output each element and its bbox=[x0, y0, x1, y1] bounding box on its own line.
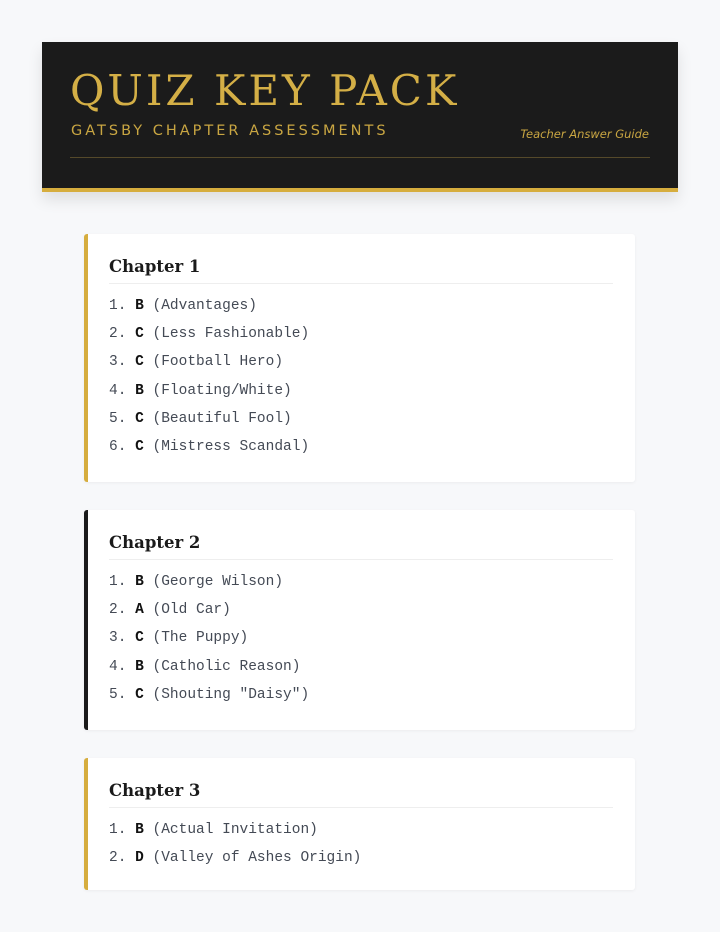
answer-text: (Floating/White) bbox=[152, 382, 292, 399]
chapter-title: Chapter 2 bbox=[109, 532, 613, 560]
answer-number: 1. bbox=[109, 574, 127, 590]
header-divider bbox=[70, 157, 650, 158]
answer-text: (Mistress Scandal) bbox=[152, 438, 310, 455]
answer-item bbox=[109, 572, 613, 600]
chapter-card-2 bbox=[84, 510, 635, 730]
answer-item bbox=[109, 409, 613, 437]
answer-number: 1. bbox=[109, 822, 127, 838]
chapter-title: Chapter 1 bbox=[109, 256, 613, 284]
answer-item bbox=[109, 324, 613, 352]
answer-text: (Catholic Reason) bbox=[152, 658, 301, 675]
answer-number: 5. bbox=[109, 410, 127, 427]
answer-letter: C bbox=[135, 326, 144, 343]
chapter-card-3 bbox=[84, 758, 635, 890]
answer-letter: D bbox=[135, 850, 144, 867]
header-banner bbox=[42, 42, 678, 192]
answer-text: (Valley of Ashes Origin) bbox=[152, 850, 362, 867]
chapter-card-1 bbox=[84, 234, 635, 482]
answer-text: (Advantages) bbox=[152, 298, 257, 314]
answer-list bbox=[109, 820, 613, 876]
answer-text: (Shouting "Daisy") bbox=[152, 686, 310, 703]
answer-text: (Beautiful Fool) bbox=[152, 410, 292, 427]
answer-letter: B bbox=[135, 382, 144, 399]
answer-letter: B bbox=[135, 574, 144, 590]
answer-text: (George Wilson) bbox=[152, 574, 284, 590]
answer-list bbox=[109, 572, 613, 713]
answer-number: 1. bbox=[109, 298, 127, 314]
answer-text: (Less Fashionable) bbox=[152, 326, 310, 343]
answer-list bbox=[109, 296, 613, 465]
answer-number: 3. bbox=[109, 630, 127, 647]
answer-number: 6. bbox=[109, 438, 127, 455]
answer-item bbox=[109, 352, 613, 380]
page-title: QUIZ KEY PACK bbox=[70, 66, 460, 115]
answer-text: (The Puppy) bbox=[152, 630, 249, 647]
answer-number: 5. bbox=[109, 686, 127, 703]
answer-item bbox=[109, 600, 613, 628]
answer-text: (Actual Invitation) bbox=[152, 822, 318, 838]
answer-item bbox=[109, 848, 613, 876]
answer-text: (Football Hero) bbox=[152, 354, 284, 371]
answer-item bbox=[109, 437, 613, 465]
answer-item bbox=[109, 628, 613, 656]
page-subtitle: GATSBY CHAPTER ASSESSMENTS bbox=[71, 123, 389, 139]
answer-number: 4. bbox=[109, 658, 127, 675]
answer-letter: C bbox=[135, 438, 144, 455]
answer-item bbox=[109, 685, 613, 713]
answer-number: 3. bbox=[109, 354, 127, 371]
answer-number: 2. bbox=[109, 850, 127, 867]
answer-number: 2. bbox=[109, 326, 127, 343]
answer-item bbox=[109, 820, 613, 848]
answer-letter: A bbox=[135, 602, 144, 619]
header-note: Teacher Answer Guide bbox=[520, 127, 649, 141]
answer-number: 4. bbox=[109, 382, 127, 399]
answer-item bbox=[109, 657, 613, 685]
answer-letter: B bbox=[135, 298, 144, 314]
answer-item bbox=[109, 381, 613, 409]
answer-letter: C bbox=[135, 630, 144, 647]
answer-letter: C bbox=[135, 354, 144, 371]
answer-item bbox=[109, 296, 613, 324]
answer-text: (Old Car) bbox=[152, 602, 231, 619]
answer-letter: B bbox=[135, 822, 144, 838]
answer-letter: C bbox=[135, 686, 144, 703]
answer-number: 2. bbox=[109, 602, 127, 619]
answer-letter: B bbox=[135, 658, 144, 675]
answer-letter: C bbox=[135, 410, 144, 427]
chapter-title: Chapter 3 bbox=[109, 780, 613, 808]
